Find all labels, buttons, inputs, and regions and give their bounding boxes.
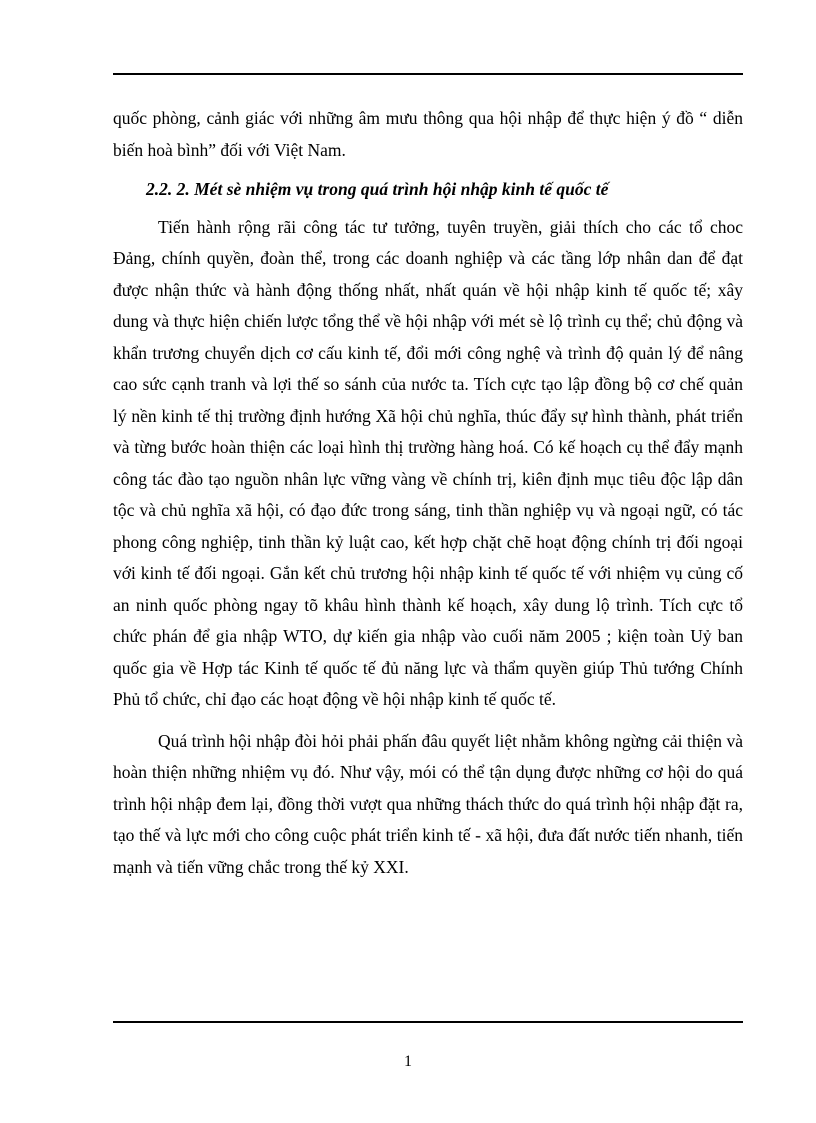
footer-rule: [113, 1021, 743, 1023]
body-paragraph-2: Quá trình hội nhập đòi hỏi phải phấn đâu quyết liệt nhằm không ngừng cải thiện và hoàn thiện những nhiệm vụ đó. Như vậy, mói có thể tận dụng được những cơ hội do quá trình hội nhập đem lại, đồng thời vượt qua những thách thức do quá trình hội nhập đặt ra, tạo thế và lực mới cho công cuộc phát triển kinh tế - xã hội, đưa đất nước tiến nhanh, tiến mạnh và tiến vững chắc trong thế kỷ XXI.: [113, 730, 743, 877]
page-body: [113, 103, 743, 883]
intro-paragraph: quốc phòng, cảnh giác với những âm mưu thông qua hội nhập để thực hiện ý đồ “ diễn biến hoà bình” đối với Việt Nam.: [113, 108, 743, 160]
section-heading: 2.2. 2. Mét sè nhiệm vụ trong quá trình hội nhập kinh tế quốc tế: [146, 179, 609, 199]
body-paragraph-1: Tiến hành rộng rãi công tác tư tưởng, tuyên truyền, giải thích cho các tổ choc Đảng, chính quyền, đoàn thể, trong các doanh nghiệp và các tầng lớp nhân dan để đạt được nhận thức và hành động thống nhất, nhất quán về hội nhập kinh tế quốc tế; xây dung và thực hiện chiến lược tổng thể về hội nhập với mét sè lộ trình cụ thể; chủ động và khẩn trương chuyển dịch cơ cấu kinh tế, đổi mới công nghệ và trình độ quản lý để nâng cao sức cạnh tranh và lợi thế so sánh của nước ta. Tích cực tạo lập đồng bộ cơ chế quản lý nền kinh tế thị trường định hướng Xã hội chủ nghĩa, thúc đẩy sự hình thành, phát triển và từng bước hoàn thiện các loại hình thị trường hàng hoá. Có kế hoạch cụ thể đẩy mạnh công tác đào tạo nguồn nhân lực vững vàng về chính trị, kiên định mục tiêu độc lập dân tộc và chủ nghĩa xã hội, có đạo đức trong sáng, tinh thần nghiệp vụ và ngoại ngữ, có tác phong công nghiệp, tinh thần kỷ luật cao, kết hợp chặt chẽ hoạt động chính trị đối ngoại với kinh tế đối ngoại. Gắn kết chủ trương hội nhập kinh tế quốc tế với nhiệm vụ củng cố an ninh quốc phòng ngay tõ khâu hình thành kế hoạch, xây dung lộ trình. Tích cực tổ chức phán để gia nhập WTO, dự kiến gia nhập vào cuối năm 2005 ; kiện toàn Uỷ ban quốc gia về Hợp tác Kinh tế quốc tế đủ năng lực và thẩm quyền giúp Thủ tướng Chính Phủ tổ chức, chỉ đạo các hoạt động về hội nhập kinh tế quốc tế.: [113, 216, 743, 709]
header-rule: [113, 73, 743, 75]
page-number: 1: [404, 1053, 412, 1070]
